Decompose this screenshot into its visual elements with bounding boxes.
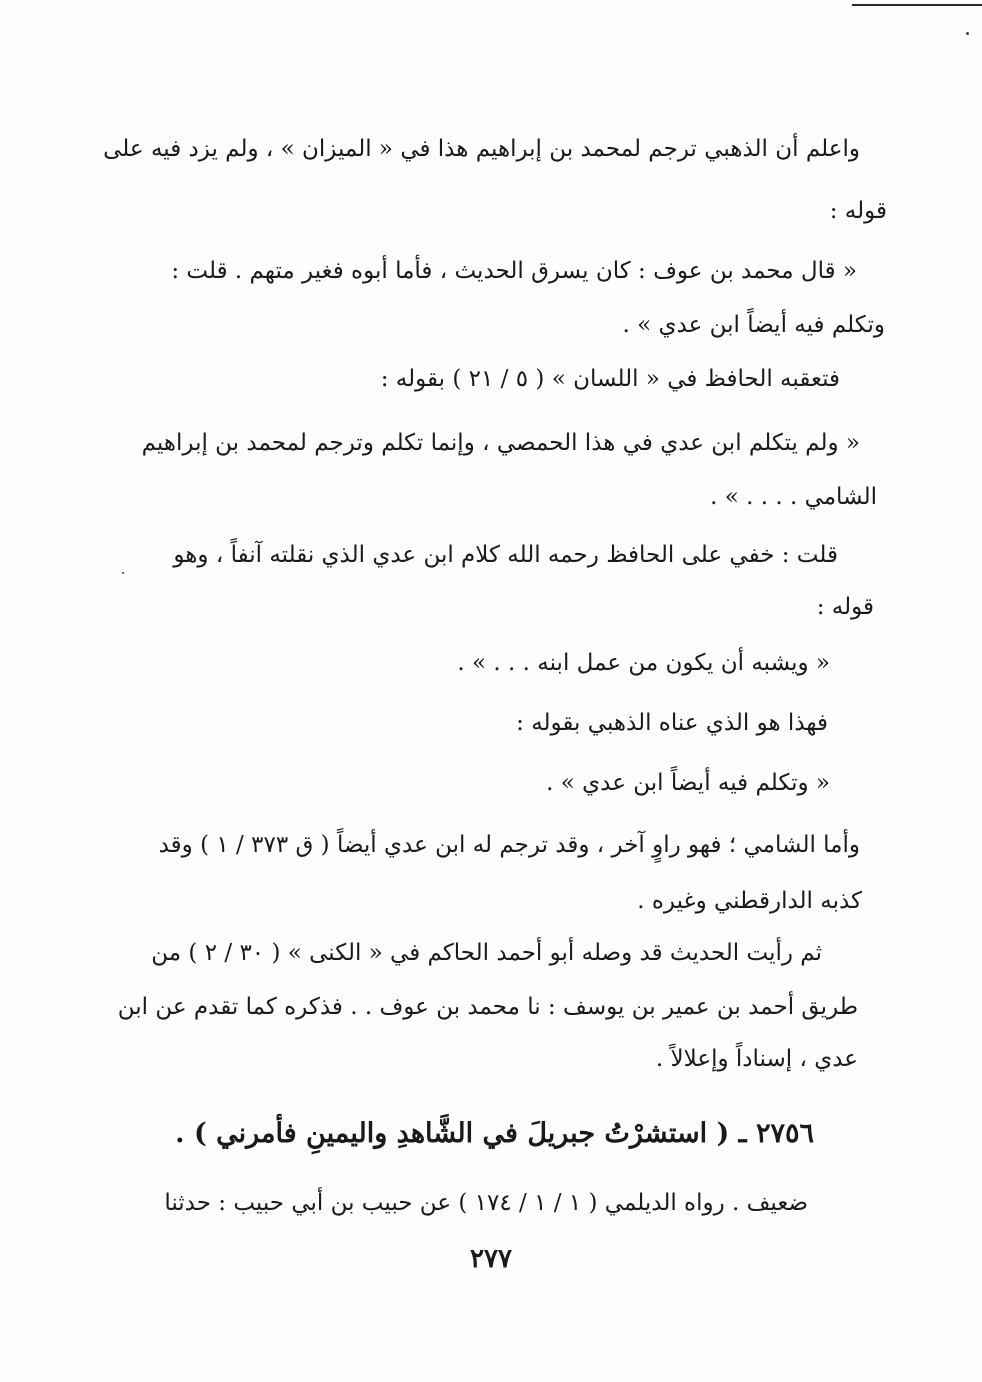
text-line-4: وتكلم فيه أيضاً ابن عدي » . [622,312,885,338]
text-line-9: قوله : [816,594,874,620]
text-line-10: « ويشبه أن يكون من عمل ابنه . . . » . [457,650,830,676]
text-line-16: طريق أحمد بن عمير بن يوسف : نا محمد بن عوف . . فذكره كما تقدم عن ابن [117,994,858,1020]
text-line-8: قلت : خفي على الحافظ رحمه الله كلام ابن عدي الذي نقلته آنفاً ، وهو [173,542,838,568]
text-line-last: ضعيف . رواه الديلمي ( ١ / ١ / ١٧٤ ) عن حبيب بن أبي حبيب : حدثنا [164,1190,808,1216]
page-number: ٢٧٧ [470,1244,512,1274]
text-line-15: ثم رأيت الحديث قد وصله أبو أحمد الحاكم في « الكنى » ( ٣٠ / ٢ ) من [151,940,822,966]
text-line-5: فتعقبه الحافظ في « اللسان » ( ٥ / ٢١ ) بقوله : [380,366,840,392]
hadith-heading: ٢٧٥٦ ـ ( استشرْتُ جبريلَ في الشَّاهدِ واليمينِ فأمرني ) . [175,1118,814,1149]
text-line-1: واعلم أن الذهبي ترجم لمحمد بن إبراهيم هذا في « الميزان » ، ولم يزد فيه على [103,136,860,162]
scan-speck [122,572,124,574]
scan-speck [966,32,969,35]
text-line-17: عدي ، إسناداً وإعلالاً . [655,1046,858,1072]
text-line-14: كذبه الدارقطني وغيره . [637,888,862,914]
page-edge-rule [852,4,982,6]
text-line-7: الشامي . . . . » . [710,484,877,510]
text-line-2: قوله : [829,198,887,224]
text-line-12: « وتكلم فيه أيضاً ابن عدي » . [546,770,830,796]
text-line-11: فهذا هو الذي عناه الذهبي بقوله : [516,710,828,736]
text-line-13: وأما الشامي ؛ فهو راوٍ آخر ، وقد ترجم له ابن عدي أيضاً ( ق ٣٧٣ / ١ ) وقد [158,832,860,858]
text-line-3: « قال محمد بن عوف : كان يسرق الحديث ، فأما أبوه فغير متهم . قلت : [171,258,857,284]
text-line-6: « ولم يتكلم ابن عدي في هذا الحمصي ، وإنما تكلم وترجم لمحمد بن إبراهيم [141,430,860,456]
